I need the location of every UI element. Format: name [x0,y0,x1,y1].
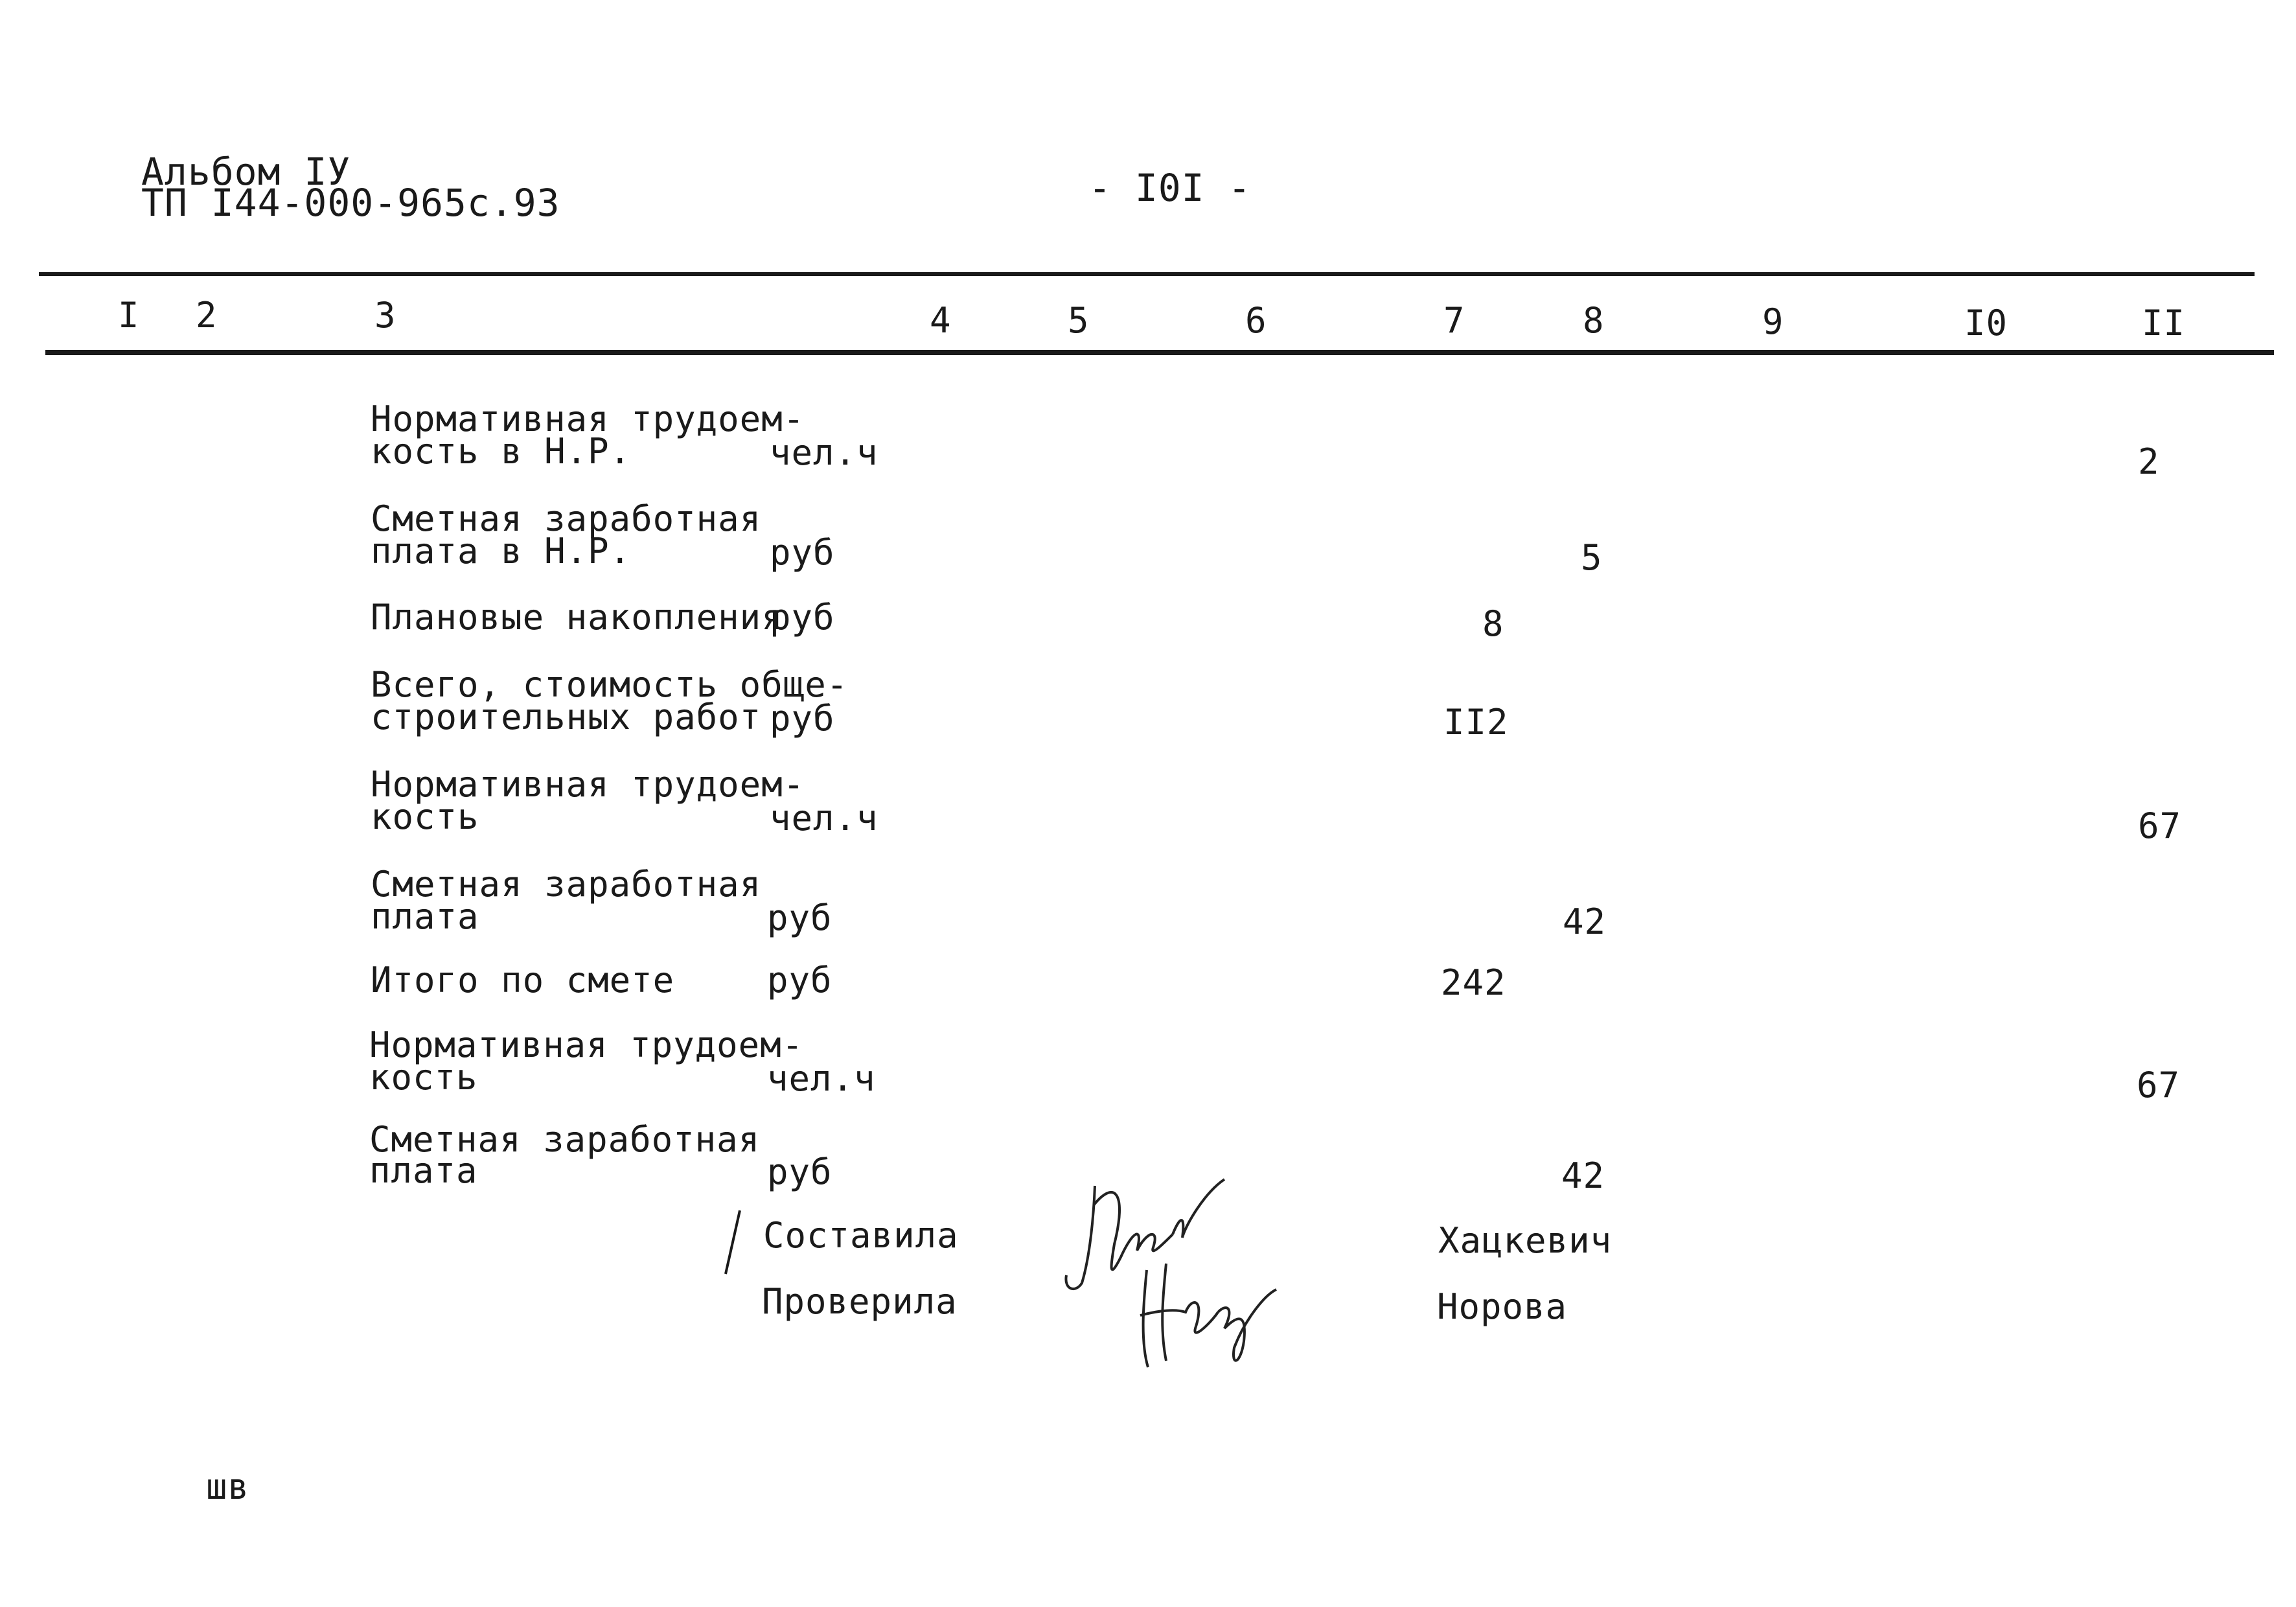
column-number-5: 5 [1068,300,1090,341]
row-label: кость [369,1057,478,1098]
header-bottom-rule [45,350,2274,355]
column-number-3: 3 [374,295,396,336]
column-number-4: 4 [930,300,952,341]
row-unit: руб [770,532,835,573]
row-label: Нормативная трудоем- [371,764,805,805]
row-value: 67 [2137,1065,2181,1105]
column-number-7: 7 [1443,300,1465,341]
row-label: плата в Н.Р. [371,531,632,572]
row-label: Плановые накопления [371,597,783,638]
row-label: Сметная заработная [369,1119,761,1160]
album-label: Альбом IУ [141,150,351,194]
row-unit: чел.ч [770,798,878,838]
project-code: ТП I44-000-965с.93 [141,181,560,225]
row-unit: руб [770,698,835,739]
row-label: Сметная заработная [371,498,762,539]
row-label: Сметная заработная [371,864,762,905]
handwritten-signature-checked [1114,1251,1283,1380]
row-unit: чел.ч [770,432,878,473]
row-label: плата [371,896,479,937]
row-value: 2 [2138,441,2160,482]
row-unit: чел.ч [767,1058,876,1099]
header-top-rule [39,272,2255,276]
row-label: Нормативная трудоем- [371,399,805,439]
row-value: 42 [1561,1155,1605,1196]
row-label: кость в Н.Р. [371,431,632,472]
row-label: строительных работ [371,697,762,737]
checked-by-label: Проверила [762,1281,958,1322]
column-number-1: I [118,295,140,336]
row-label: Нормативная трудоем- [369,1024,804,1065]
page-number: - I0I - [1088,166,1252,210]
footer-mark: шв [206,1466,250,1507]
compiled-by-label: Составила [763,1215,959,1256]
tick-mark [720,1207,746,1278]
checked-by-name: Норова [1437,1286,1568,1327]
row-unit: руб [767,960,832,1000]
row-label: плата [369,1150,478,1191]
column-number-8: 8 [1583,300,1605,341]
row-value: 8 [1482,603,1504,644]
column-number-2: 2 [196,295,218,336]
row-value: 42 [1563,901,1607,942]
row-label: Итого по смете [371,960,675,1000]
row-label: кость [371,796,479,837]
row-value: 67 [2138,805,2182,846]
row-value: II2 [1443,702,1509,743]
row-value: 5 [1581,537,1603,578]
row-value: 242 [1441,962,1506,1003]
compiled-by-name: Хацкевич [1438,1220,1613,1261]
row-unit: руб [767,1151,832,1192]
row-unit: руб [770,597,835,638]
column-number-10: I0 [1964,303,2008,343]
row-label: Всего, стоимость обще- [371,664,849,705]
row-unit: руб [767,897,832,938]
column-number-11: II [2142,303,2186,343]
column-number-6: 6 [1245,300,1267,341]
column-number-9: 9 [1762,301,1784,342]
